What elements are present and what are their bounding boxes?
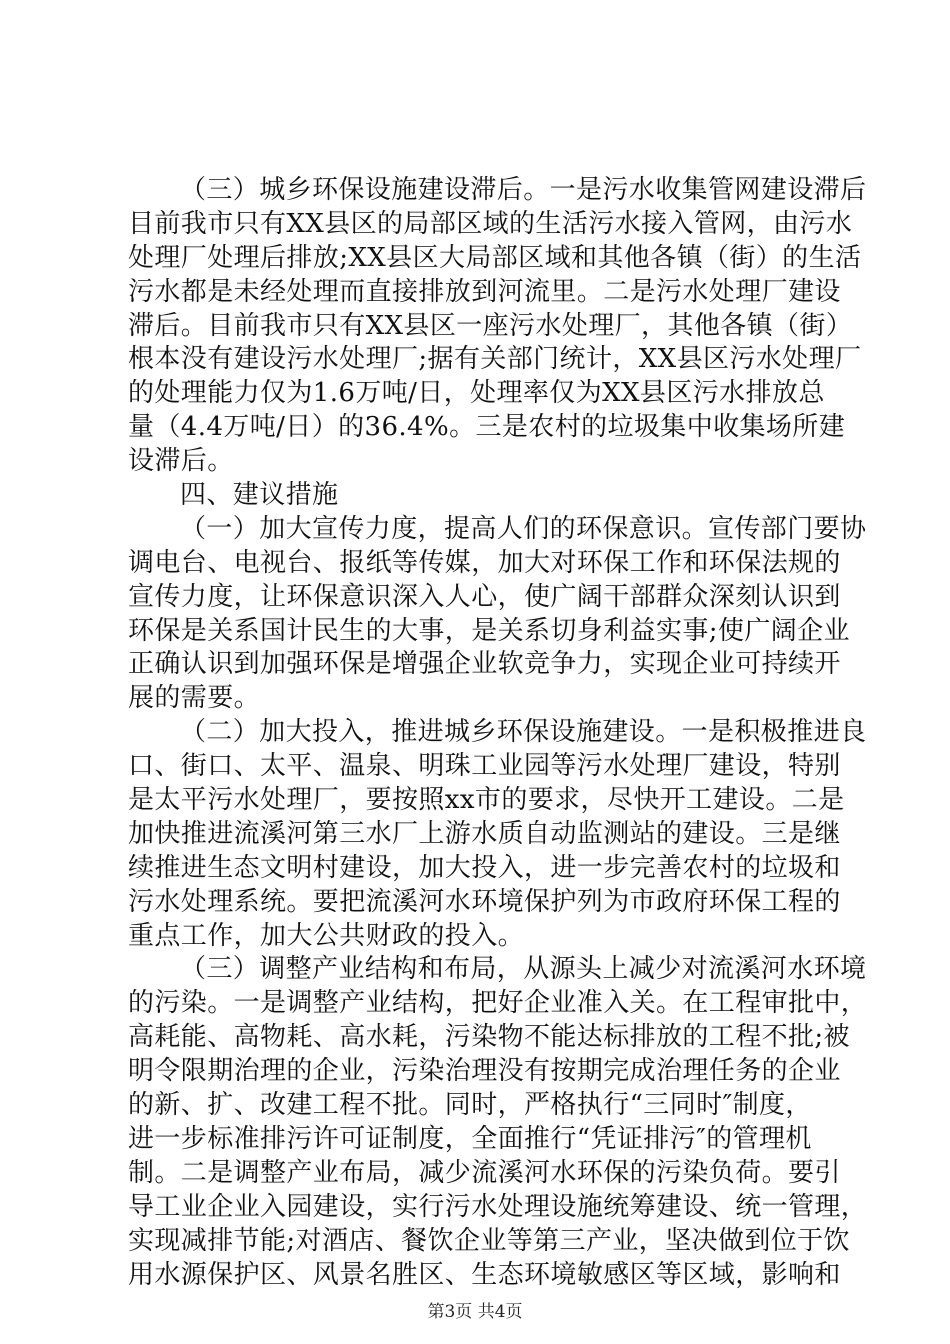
paragraph-line: （一）加大宣传力度，提高人们的环保意识。宣传部门要协: [180, 513, 867, 544]
paragraph-line: 正确认识到加强环保是增强企业软竞争力，实现企业可持续开: [128, 649, 841, 680]
paragraph-line: 环保是关系国计民生的大事，是关系切身利益实事;使广阔企业: [128, 615, 850, 646]
paragraph-line: 处理厂处理后排放;XX县区大局部区域和其他各镇（街）的生活: [128, 242, 862, 273]
paragraph-line: 污水都是未经处理而直接排放到河流里。二是污水处理厂建设: [128, 276, 841, 307]
paragraph-line: 设滞后。: [128, 446, 234, 477]
paragraph-line: 污水处理系统。要把流溪河水环境保护列为市政府环保工程的: [128, 886, 841, 917]
paragraph-line: 加快推进流溪河第三水厂上游水质自动监测站的建设。三是继: [128, 818, 841, 849]
paragraph-line: 明令限期治理的企业，污染治理没有按期完成治理任务的企业: [128, 1056, 841, 1087]
page-number: 第3页 共4页: [427, 1302, 523, 1322]
section-heading: 四、建议措施: [180, 480, 339, 511]
paragraph-line: 是太平污水处理厂，要按照xx市的要求，尽快开工建设。二是: [128, 785, 845, 816]
paragraph-line: 高耗能、高物耗、高水耗，污染物不能达标排放的工程不批;被: [128, 1022, 850, 1053]
paragraph-line: 的处理能力仅为1.6万吨/日，处理率仅为XX县区污水排放总: [128, 378, 825, 409]
paragraph-line: 用水源保护区、风景名胜区、生态环境敏感区等区域，影响和: [128, 1259, 841, 1290]
paragraph-line: 导工业企业入园建设，实行污水处理设施统筹建设、统一管理，: [128, 1191, 868, 1222]
paragraph-line: （二）加大投入，推进城乡环保设施建设。一是积极推进良: [180, 717, 867, 748]
paragraph-line: 滞后。目前我市只有XX县区一座污水处理厂，其他各镇（街）: [128, 310, 853, 341]
paragraph-line: （三）城乡环保设施建设滞后。一是污水收集管网建设滞后: [180, 175, 867, 205]
paragraph-line: 调电台、电视台、报纸等传媒，加大对环保工作和环保法规的: [128, 547, 841, 578]
page-footer: [0, 1301, 950, 1323]
paragraph-line: 宣传力度，让环保意识深入人心，使广阔干部群众深刻认识到: [128, 581, 841, 612]
paragraph-line: 目前我市只有XX县区的局部区域的生活污水接入管网，由污水: [128, 208, 853, 239]
paragraph-line: 展的需要。: [128, 683, 261, 714]
paragraph-line: （三）调整产业结构和布局，从源头上减少对流溪河水环境: [180, 954, 867, 985]
paragraph-line: 进一步标准排污许可证制度，全面推行“凭证排污″的管理机: [128, 1123, 812, 1154]
paragraph-line: 的新、扩、改建工程不批。同时，严格执行“三同时″制度，: [128, 1090, 812, 1121]
paragraph-line: 口、街口、太平、温泉、明珠工业园等污水处理厂建设，特别: [128, 751, 841, 782]
paragraph-line: 重点工作，加大公共财政的投入。: [128, 920, 525, 951]
document-body: [128, 174, 868, 1292]
paragraph-line: 实现减排节能;对酒店、餐饮企业等第三产业，坚决做到位于饮: [128, 1225, 850, 1256]
paragraph-line: 量（4.4万吨/日）的36.4%。三是农村的垃圾集中收集场所建: [128, 412, 846, 443]
paragraph-line: 制。二是调整产业布局，减少流溪河水环保的污染负荷。要引: [128, 1157, 841, 1188]
paragraph-line: 续推进生态文明村建设，加大投入，进一步完善农村的垃圾和: [128, 852, 841, 883]
paragraph-line: 根本没有建设污水处理厂;据有关部门统计，XX县区污水处理厂: [128, 344, 862, 375]
paragraph-line: 的污染。一是调整产业结构，把好企业准入关。在工程审批中，: [128, 988, 868, 1019]
